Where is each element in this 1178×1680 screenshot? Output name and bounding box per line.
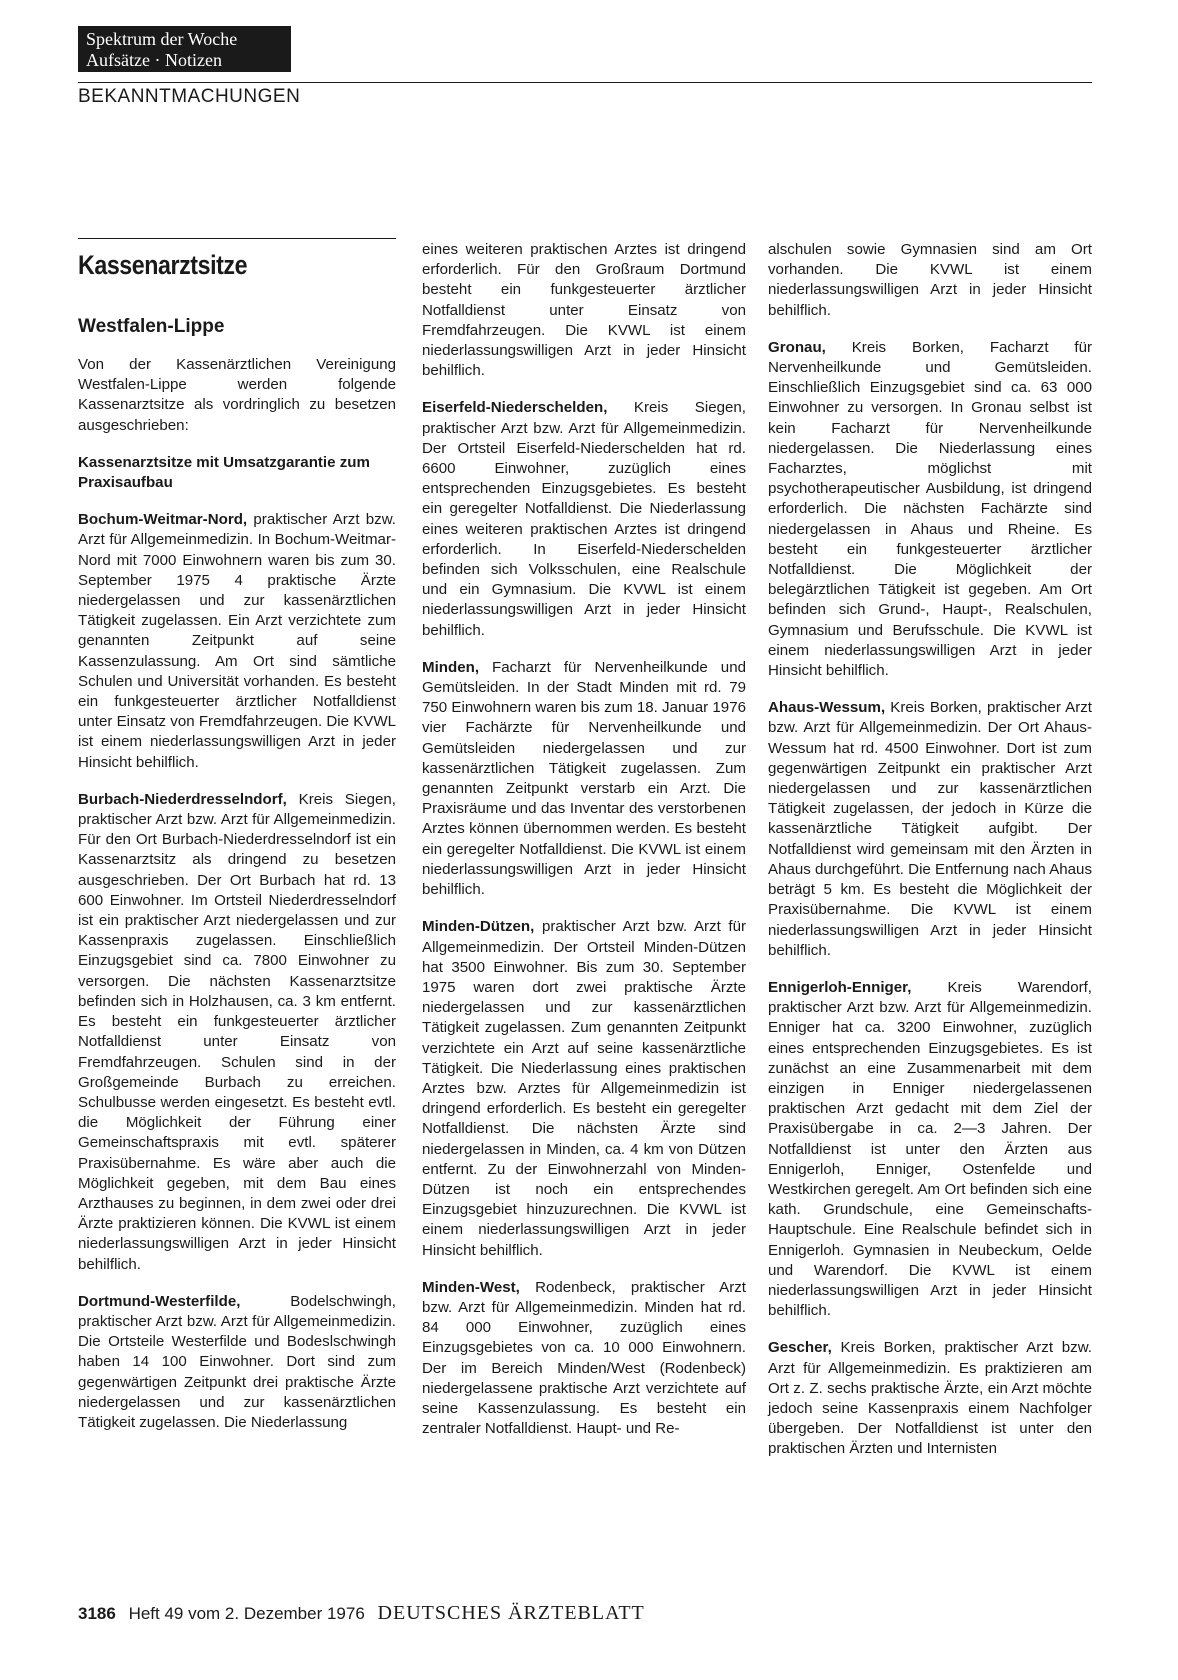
entry-continuation: [768, 240, 1092, 321]
column-2: [422, 240, 746, 1456]
column-3: [768, 240, 1092, 1477]
entry-text: praktischer Arzt bzw. Arzt für Allgemeinmedizin. In Bochum-Weitmar-Nord mit 7000 Einwohnern waren bis zum 30. September 1975 4 praktische Ärzte niedergelassen und zur kassenärztlichen Tätigkeit zugelassen. Ein Arzt verzichtete zum genannten Zeitpunkt auf seine Kassenzulassung. Am Ort sind sämtliche Schulen und Universität vorhanden. Es besteht ein funkgesteuerter ärztlicher Notfalldienst unter Einsatz von Fremdfahrzeugen. Die KVWL ist einem niederlassungswilligen Arzt in jeder Hinsicht behilflich.: [78, 511, 396, 771]
masthead-line-2: Aufsätze · Notizen: [86, 50, 222, 70]
entry-paragraph: [78, 790, 396, 1275]
entry-place: Minden-West,: [422, 1278, 520, 1296]
entry-text: Facharzt für Nervenheilkunde und Gemütsleiden. In der Stadt Minden mit rd. 79 750 Einwohnern waren bis zum 18. Januar 1976 vier Fachärzte für Nervenheilkunde und Gemütsleiden niedergelassen und zur kassenärztlichen Tätigkeit zugelassen. Zum genannten Zeitpunkt verstarb ein Arzt. Die Praxisräume und das Inventar des verstorbenen Arztes können übernommen werden. Es besteht ein geregelter Notfalldienst. Die KVWL ist einem niederlassungswilligen Arzt in jeder Hinsicht behilflich.: [422, 658, 746, 899]
entry-text: eines weiteren praktischen Arztes ist dringend erforderlich. Für den Großraum Dortmund besteht ein funkgesteuerter ärztlicher Notfalldienst unter Einsatz von Fremdfahrzeugen. Die KVWL ist einem niederlassungswilligen Arzt in jeder Hinsicht behilflich.: [422, 241, 746, 380]
section-label: BEKANNTMACHUNGEN: [78, 86, 301, 107]
entry-paragraph: [768, 978, 1092, 1321]
entry-place: Burbach-Niederdresselndorf,: [78, 790, 287, 808]
entry-paragraph: [422, 1278, 746, 1440]
entry-text: Rodenbeck, praktischer Arzt bzw. Arzt für Allgemeinmedizin. Minden hat rd. 84 000 Einwohner, zuzüglich eines Einzugsgebietes von ca. 10 000 Einwohnern. Der im Bereich Minden/West (Rodenbeck) niedergelassene praktische Arzt verzichtete auf seine Kassenzulassung. Es besteht ein zentraler Notfalldienst. Haupt- und Re-: [422, 1278, 746, 1438]
entry-place: Dortmund-Westerfilde,: [78, 1292, 241, 1310]
entry-paragraph: [422, 658, 746, 900]
entry-text: Bodelschwingh, praktischer Arzt bzw. Arzt für Allgemeinmedizin. Die Ortsteile Westerfilde und Bodeslschwingh haben 14 100 Einwohner. Dort sind zum gegenwärtigen Zeitpunkt drei praktische Ärzte niedergelassen und zur kassenärztlichen Tätigkeit zugelassen. Die Niederlassung: [78, 1292, 396, 1431]
title-rule: [78, 238, 396, 239]
entry-place: Eiserfeld-Niederschelden,: [422, 399, 608, 417]
intro-paragraph: Von der Kassenärztlichen Vereinigung Westfalen-Lippe werden folgende Kassenarztsitze als vordringlich zu besetzen ausgeschrieben:: [78, 356, 396, 434]
entry-place: Bochum-Weitmar-Nord,: [78, 511, 248, 529]
masthead: [78, 26, 291, 72]
page-number: 3186: [78, 1604, 116, 1623]
region-heading: Westfalen-Lippe: [78, 316, 225, 337]
entry-text: Kreis Borken, praktischer Arzt bzw. Arzt für Allgemeinmedizin. Der Ort Ahaus-Wessum hat rd. 4500 Einwohner. Dort ist zum gegenwärtigen Zeitpunkt ein praktischer Arzt niedergelassen und zur kassenärztlichen Tätigkeit zugelassen, der jedoch in Kürze die kassenärztliche Tätigkeit aufgibt. Der Notfalldienst wird gemeinsam mit den Ärzten in Ahaus durchgeführt. Die Entfernung nach Ahaus beträgt 5 km. Es besteht die Möglichkeit der Praxisübernahme. Die KVWL ist einem niederlassungswilligen Arzt in jeder Hinsicht behilflich.: [768, 699, 1092, 959]
entry-paragraph: [78, 1292, 396, 1433]
entry-text: Kreis Borken, praktischer Arzt bzw. Arzt für Allgemeinmedizin. Es praktizieren am Ort z. Z. sechs praktische Ärzte, ein Arzt möchte jedoch seine Kassenpraxis einem Nachfolger übergeben. Der Notfalldienst ist unter den praktischen Ärzten und Internisten: [768, 1339, 1092, 1458]
entry-continuation: [422, 240, 746, 381]
entry-place: Minden,: [422, 658, 480, 676]
entry-paragraph: [422, 917, 746, 1260]
article-title: Kassenarztsitze: [78, 250, 248, 280]
entry-paragraph: [768, 338, 1092, 681]
entry-place: Ahaus-Wessum,: [768, 699, 886, 717]
entry-place: Gescher,: [768, 1339, 832, 1357]
entry-paragraph: [768, 1338, 1092, 1459]
entry-text: Kreis Borken, Facharzt für Nervenheilkunde und Gemütsleiden. Einschließlich Einzugsgebiet sind ca. 63 000 Einwohner zu versorgen. In Gronau selbst ist kein Facharzt für Nervenheilkunde niedergelassen. Die Niederlassung eines Facharztes, möglichst mit psychotherapeutischer Ausbildung, ist dringend erforderlich. Die nächsten Fachärzte sind niedergelassen in Ahaus und Rheine. Es besteht ein funkgesteuerter ärztlicher Notfalldienst. Die Möglichkeit der belegärztlichen Tätigkeit ist gegeben. Am Ort befinden sich Grund-, Haupt-, Realschulen, Gymnasium und Berufsschule. Die KVWL ist einem niederlassungswilligen Arzt in jeder Hinsicht behilflich.: [768, 338, 1092, 680]
entry-place: Ennigerloh-Enniger,: [768, 978, 912, 996]
subheading: Kassenarztsitze mit Umsatzgarantie zum Praxisaufbau: [78, 453, 370, 492]
entry-paragraph: [78, 510, 396, 773]
entry-paragraph: [422, 398, 746, 640]
issue-line: Heft 49 vom 2. Dezember 1976: [128, 1604, 365, 1623]
entry-text: Kreis Siegen, praktischer Arzt bzw. Arzt für Allgemeinmedizin. Für den Ort Burbach-Niederdresselndorf ist ein Kassenarztsitz als dringend zu besetzen ausgeschrieben. Der Ort Burbach hat rd. 13 600 Einwohner. Im Ortsteil Niederdresselndorf ist ein praktischer Arzt niedergelassen und zur Kassenpraxis zugelassen. Einschließlich Einzugsgebiet sind ca. 7800 Einwohner zu versorgen. Die nächsten Kassenarztsitze befinden sich in Holzhausen, ca. 3 km entfernt. Es besteht ein funkgesteuerter ärztlicher Notfalldienst unter Einsatz von Fremdfahrzeugen. Schulen sind in der Großgemeinde Burbach zu erreichen. Schulbusse werden eingesetzt. Es besteht evtl. die Möglichkeit der Führung einer Gemeinschaftspraxis mit evtl. späterer Praxisübernahme. Es wäre aber auch die Möglichkeit gegeben, mit dem Bau eines Arzthauses zu beginnen, in dem zwei oder drei Ärzte praktizieren können. Die KVWL ist einem niederlassungswilligen Arzt in jeder Hinsicht behilflich.: [78, 790, 396, 1273]
column-1: [78, 238, 396, 1450]
entry-text: Kreis Warendorf, praktischer Arzt bzw. Arzt für Allgemeinmedizin. Enniger hat ca. 3200 Einwohner, zuzüglich eines entsprechenden Einzugsgebietes. Es ist zunächst an eine Zusammenarbeit mit dem einzigen in Enniger niedergelassenen praktischen Arzt gedacht mit dem Ziel der Praxisübergabe in ca. 2—3 Jahren. Der Notfalldienst ist unter den Ärzten aus Ennigerloh, Enniger, Ostenfelde und Westkirchen geregelt. Am Ort befinden sich eine kath. Grundschule, eine Gemeinschafts-Hauptschule. Eine Realschule befindet sich in Ennigerloh. Gymnasien in Neubeckum, Oelde und Warendorf. Die KVWL ist einem niederlassungswilligen Arzt in jeder Hinsicht behilflich.: [768, 978, 1092, 1320]
entry-text: praktischer Arzt bzw. Arzt für Allgemeinmedizin. Der Ortsteil Minden-Dützen hat 3500 Einwohner. Bis zum 30. September 1975 waren dort zwei praktische Ärzte niedergelassen und zur kassenärztlichen Tätigkeit zugelassen. Zum genannten Zeitpunkt verzichtete ein Arzt auf seine kassenärztliche Tätigkeit. Die Niederlassung eines praktischen Arztes bzw. Arztes für Allgemeinmedizin ist dringend erforderlich. Es besteht ein geregelter Notfalldienst. Die nächsten Ärzte sind niedergelassen in Minden, ca. 4 km von Dützen entfernt. Zu der Einwohnerzahl von Minden-Dützen ist noch ein entsprechendes Einzugsgebiet hinzuzurechnen. Die KVWL ist einem niederlassungswilligen Arzt in jeder Hinsicht behilflich.: [422, 918, 746, 1259]
entry-text: Kreis Siegen, praktischer Arzt bzw. Arzt für Allgemeinmedizin. Der Ortsteil Eiserfeld-Niederschelden hat rd. 6600 Einwohner, zuzüglich eines entsprechenden Einzugsgebietes. Es besteht ein geregelter Notfalldienst. Die Niederlassung eines weiteren praktischen Arztes ist dringend erforderlich. In Eiserfeld-Niederschelden befinden sich Volksschulen, eine Realschule und ein Gymnasium. Die KVWL ist einem niederlassungswilligen Arzt in jeder Hinsicht behilflich.: [422, 399, 746, 639]
top-rule: [78, 82, 1092, 83]
entry-paragraph: [768, 698, 1092, 961]
masthead-line-1: Spektrum der Woche: [86, 29, 238, 49]
page-footer: [78, 1602, 645, 1625]
entry-place: Gronau,: [768, 338, 826, 356]
entry-text: alschulen sowie Gymnasien sind am Ort vorhanden. Die KVWL ist einem niederlassungswilligen Arzt in jeder Hinsicht behilflich.: [768, 241, 1092, 319]
journal-name: DEUTSCHES ÄRZTEBLATT: [377, 1602, 645, 1624]
entry-place: Minden-Dützen,: [422, 918, 535, 936]
